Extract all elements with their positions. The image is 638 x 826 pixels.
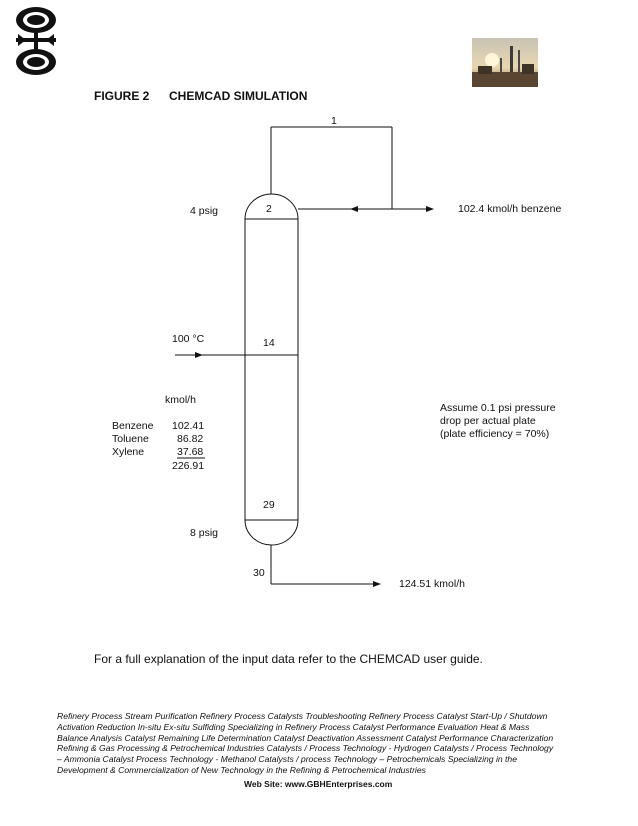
arrow-distillate	[426, 206, 434, 212]
top-pressure-label: 4 psig	[190, 205, 219, 217]
feed-stage-label: 14	[263, 337, 275, 349]
figure-title: CHEMCAD SIMULATION	[169, 89, 308, 103]
figure-number: FIGURE 2	[94, 89, 150, 103]
arrow-reflux	[350, 206, 358, 212]
component-value: 102.41	[172, 420, 205, 432]
feed-total: 226.91	[172, 460, 205, 472]
component-name: Xylene	[112, 446, 145, 458]
arrow-feed	[195, 352, 203, 358]
stage-bottom-label: 29	[263, 499, 275, 511]
footer-keywords: Refinery Process Stream Purification Refinery Process Catalysts Troubleshooting Refinery Process Catalyst Start-Up / Shutdown Activation Reduction In-situ Ex-situ Sulfiding Specializing in Refinery Process Catalyst Performance Evaluation Heat & Mass Balance Analysis Catalyst Remaining Life Determination Catalyst Deactivation Assessment Catalyst Performance Characterization Refining & Gas Processing & Petrochemical Industries Catalysts / Process Technology - Hydrogen Catalysts / Process Technology – Ammonia Catalyst Process Technology - Methanol Catalysts / process Technology – Petrochemicals Specializing in the Development & Commercialization of New Technology in the Refining & Petrochemical Industries	[57, 711, 554, 775]
component-value: 37.68	[177, 446, 204, 458]
stage-top-label: 2	[266, 203, 272, 215]
stream-bottom-label: 30	[253, 567, 265, 579]
note-line-3: (plate efficiency = 70%)	[440, 428, 550, 440]
note-line-2: drop per actual plate	[440, 415, 536, 427]
explanation-text: For a full explanation of the input data refer to the CHEMCAD user guide.	[94, 652, 483, 666]
component-value: 86.82	[177, 433, 204, 445]
bottoms-label: 124.51 kmol/h	[399, 578, 465, 590]
feed-temp-label: 100 °C	[172, 333, 205, 345]
column-bottom-head	[245, 520, 298, 545]
note-line-1: Assume 0.1 psi pressure	[440, 402, 556, 414]
arrow-bottoms	[373, 581, 381, 587]
distillate-label: 102.4 kmol/h benzene	[458, 203, 562, 215]
component-name: Toluene	[112, 433, 149, 445]
component-name: Benzene	[112, 420, 154, 432]
stream-top-label: 1	[331, 115, 337, 127]
website-link[interactable]: Web Site: www.GBHEnterprises.com	[244, 779, 393, 789]
feed-unit-label: kmol/h	[165, 394, 196, 406]
bottom-pressure-label: 8 psig	[190, 527, 219, 539]
